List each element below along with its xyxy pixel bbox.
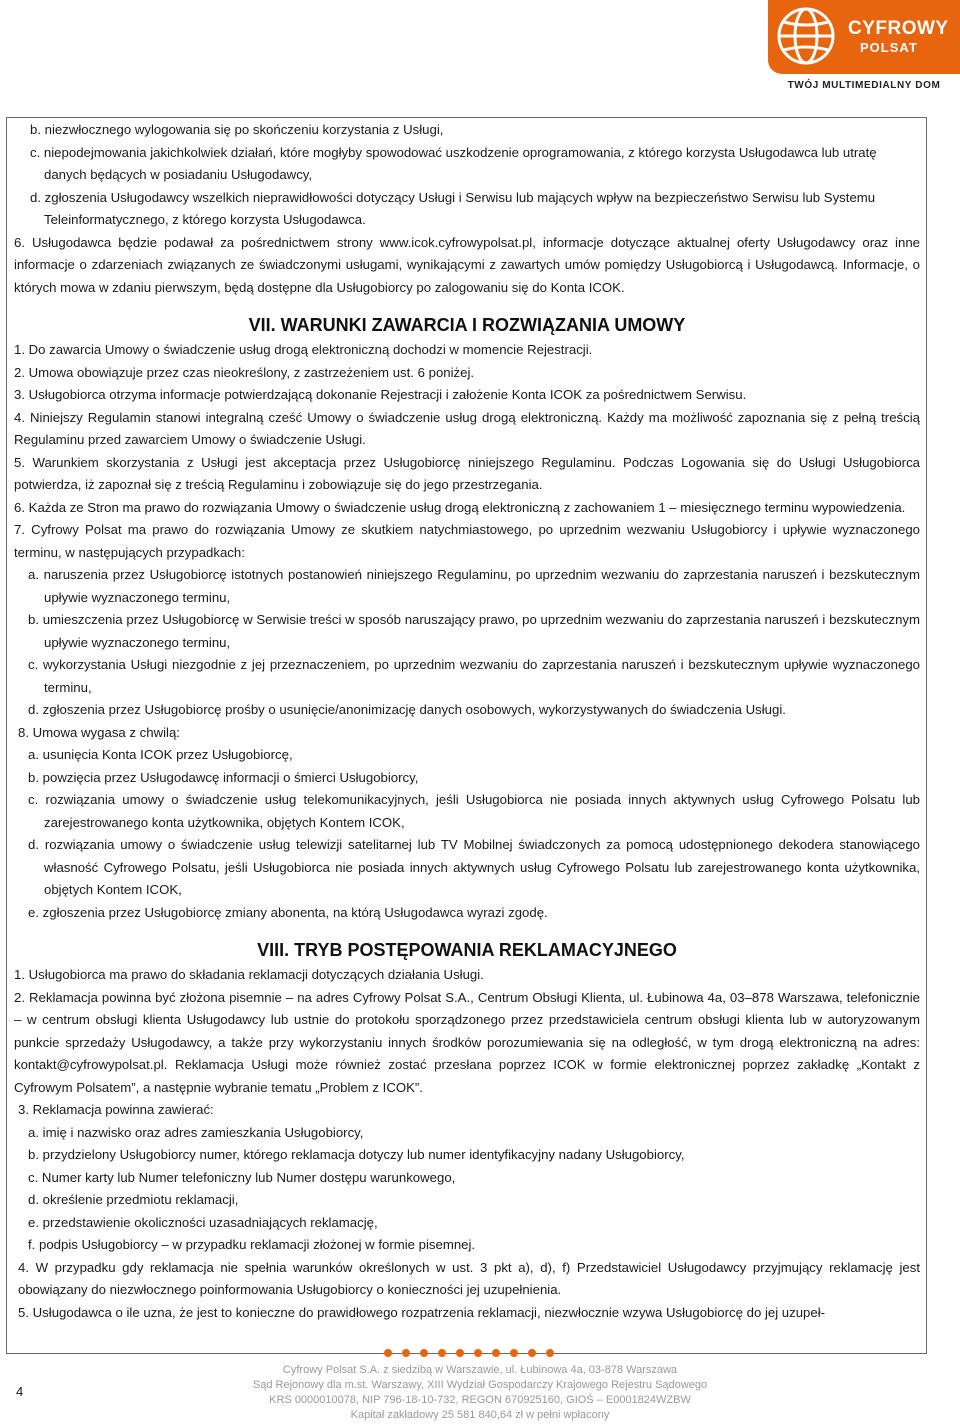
decorative-dots [384,1349,564,1357]
section-heading-viii: VIII. TRYB POSTĘPOWANIA REKLAMACYJNEGO [257,940,677,960]
dot-icon [402,1349,410,1357]
dot-icon [546,1349,554,1357]
list-item: b. niezwłocznego wylogowania się po skończeniu korzystania z Usługi, [30,122,444,137]
list-item: e. zgłoszenia przez Usługobiorcę zmiany abonenta, na którą Usługodawca wyrazi zgodę. [28,904,548,920]
section7-p4: 4. Niniejszy Regulamin stanowi integralną cześć Umowy o świadczenie usług drogą elektroniczną. Każdy ma możliwość zapoznania się z pełną treścią Regulaminu przed zawarciem Umowy o świadczenie Usługi. [14,409,920,447]
section8-p1: 1. Usługobiorca ma prawo do składania reklamacji dotyczących działania Usługi. [14,967,484,982]
section7-p8: 8. Umowa wygasa z chwilą: [18,724,180,740]
dot-icon [384,1349,392,1357]
section7-p1: 1. Do zawarcia Umowy o świadczenie usług drogą elektroniczną dochodzi w momencie Rejestracji. [14,342,593,357]
logo-text-cyfrowy: CYFROWY [848,18,949,39]
section8-p4: 4. W przypadku gdy reklamacja nie spełnia warunków określonych w ust. 3 pkt a), d), f) Przedstawiciel Usługodawcy przyjmujący reklamację jest obowiązany do niezwłocznego poinformowania Usługobiorcy o konieczności jej uzupełnienia. [18,1259,920,1297]
section-heading-vii: VII. WARUNKI ZAWARCIA I ROZWIĄZANIA UMOWY [248,315,686,335]
logo-tagline: TWÓJ MULTIMEDIALNY DOM [787,80,941,91]
section7-p3: 3. Usługobiorca otrzyma informacje potwierdzającą dokonanie Rejestracji i założenie Konta ICOK za pośrednictwem Serwisu. [14,387,747,402]
footer-line: Cyfrowy Polsat S.A. z siedzibą w Warszawie, ul. Łubinowa 4a, 03-878 Warszawa [282,1364,678,1376]
list-item: c. rozwiązania umowy o świadczenie usług telekomunikacyjnych, jeśli Usługobiorca nie posiada innych aktywnych usług Cyfrowego Polsatu lub zarejestrowanego konta użytkownika, objętych Kontem ICOK, [28,792,920,830]
list-item: d. zgłoszenia Usługodawcy wszelkich nieprawidłowości dotyczący Usługi i Serwisu lub mających wpływ na bezpieczeństwo Serwisu lub Systemu Teleinformatycznego, z którego korzysta Usługodawca. [30,189,876,227]
cyfrowy-polsat-logo [768,0,960,96]
paragraph-6: 6. Usługodawca będzie podawał za pośrednictwem strony www.icok.cyfrowypolsat.pl, informacje dotyczące aktualnej oferty Usługodawcy oraz inne informacje o zdarzeniach związanych ze świadczonymi usługami, wynikającymi z zawartych umów pomiędzy Usługobiorcą i Usługodawcą. Informacje, o których mowa w zdaniu pierwszym, będą dostępne dla Usługobiorcy po zalogowaniu się do Konta ICOK. [14,234,920,295]
logo-text-polsat: POLSAT [860,40,918,55]
company-footer [0,1363,960,1423]
dot-icon [456,1349,464,1357]
section8-p2: 2. Reklamacja powinna być złożona pisemnie – na adres Cyfrowy Polsat S.A., Centrum Obsługi Klienta, ul. Łubinowa 4a, 03–878 Warszawa, telefonicznie – w centrum obsługi klienta Usługodawcy lub ustnie do protokołu sporządzonego przez przedstawiciela centrum obsługi klienta lub w autoryzowanym punkcie sprzedaży Usługodawcy, a także przy wykorzystaniu innych środków porozumiewania się na odległość, w tym drogą elektroniczną na adres: kontakt@cyfrowypolsat.pl. Reklamacja Usługi może również zostać przesłana poprzez ICOK w formie elektronicznej poprzez zakładkę „Kontakt z Cyfrowym Polsatem”, a następnie wybranie tematu „Problem z ICOK”. [14,989,920,1095]
section7-p5: 5. Warunkiem skorzystania z Usługi jest akceptacja przez Usługobiorcę niniejszego Regulaminu. Podczas Logowania się do Usługi Usługobiorca potwierdza, iż zapoznał się z treścią Regulaminu i zobowiązuje się do jego przestrzegania. [14,454,920,492]
list-item: b. powzięcia przez Usługodawcę informacji o śmierci Usługobiorcy, [28,769,419,785]
section8-p5: 5. Usługodawca o ile uzna, że jest to konieczne do prawidłowego rozpatrzenia reklamacji, niezwłocznie wzywa Usługobiorcę do jej uzupeł- [18,1304,826,1320]
list-item: b. przydzielony Usługobiorcy numer, którego reklamacja dotyczy lub numer identyfikacyjny nadany Usługobiorcy, [28,1147,685,1162]
dot-icon [528,1349,536,1357]
dot-icon [510,1349,518,1357]
dot-icon [420,1349,428,1357]
list-item: e. przedstawienie okoliczności uzasadniających reklamację, [28,1214,378,1230]
list-item: d. określenie przedmiotu reklamacji, [28,1192,239,1207]
section7-p6: 6. Każda ze Stron ma prawo do rozwiązania Umowy o świadczenie usług drogą elektroniczną z zachowaniem 1 – miesięcznego terminu wypowiedzenia. [14,499,906,515]
dot-icon [492,1349,500,1357]
document-body [14,119,920,1324]
dot-icon [438,1349,446,1357]
footer-line: KRS 0000010078, NIP 796-18-10-732, REGON 670925160, GIOŚ – E0001824WZBW [269,1394,691,1406]
list-item: c. wykorzystania Usługi niezgodnie z jej przeznaczeniem, po uprzednim wezwaniu do zaprzestania naruszeń i bezskutecznym upływie wyznaczonego terminu, [28,657,920,695]
list-item: b. umieszczenia przez Usługobiorcę w Serwisie treści w sposób naruszający prawo, po uprzednim wezwaniu do zaprzestania naruszeń i bezskutecznym upływie wyznaczonego terminu, [28,612,920,650]
list-item: f. podpis Usługobiorcy – w przypadku reklamacji złożonej w formie pisemnej. [28,1237,476,1252]
section8-p3: 3. Reklamacja powinna zawierać: [18,1102,214,1117]
list-item: a. naruszenia przez Usługobiorcę istotnych postanowień niniejszego Regulaminu, po uprzednim wezwaniu do zaprzestania naruszeń i bezskutecznym upływie wyznaczonego terminu, [28,567,920,605]
section7-p7: 7. Cyfrowy Polsat ma prawo do rozwiązania Umowy ze skutkiem natychmiastowego, po uprzednim wezwaniu Usługobiorcy i upływie wyznaczonego terminu, w następujących przypadkach: [14,522,920,560]
section7-p2: 2. Umowa obowiązuje przez czas nieokreślony, z zastrzeżeniem ust. 6 poniżej. [14,364,475,380]
footer-line: Sąd Rejonowy dla m.st. Warszawy, XIII Wydział Gospodarczy Krajowego Rejestru Sądowego [252,1379,708,1391]
globe-icon [776,4,836,68]
footer-line: Kapitał zakładowy 25 581 840,64 zł w pełni wpłacony [350,1409,610,1421]
list-item: c. Numer karty lub Numer telefoniczny lub Numer dostępu warunkowego, [28,1169,456,1185]
page-number: 4 [16,1384,24,1399]
list-item: a. usunięcia Konta ICOK przez Usługobiorcę, [28,747,293,762]
list-item: d. zgłoszenia przez Usługobiorcę prośby o usunięcie/anonimizację danych osobowych, wykorzystywanych do świadczenia Usługi. [28,702,786,717]
list-item: d. rozwiązania umowy o świadczenie usług telewizji satelitarnej lub TV Mobilnej świadczonych za pomocą udostępnionego dekodera stanowiącego własność Cyfrowego Polsatu, jeśli Usługobiorca nie posiada innych aktywnych usług Cyfrowego Polsatu lub zarejestrowanego konta użytkownika, objętych Kontem ICOK, [28,837,920,897]
logo-background [768,0,960,74]
list-item: a. imię i nazwisko oraz adres zamieszkania Usługobiorcy, [28,1124,364,1140]
list-item: c. niepodejmowania jakichkolwiek działań, które mogłyby spowodować uszkodzenie oprogramowania, z którego korzysta Usługodawca lub utratę danych będących w posiadaniu Usługodawcy, [30,144,877,182]
dot-icon [474,1349,482,1357]
